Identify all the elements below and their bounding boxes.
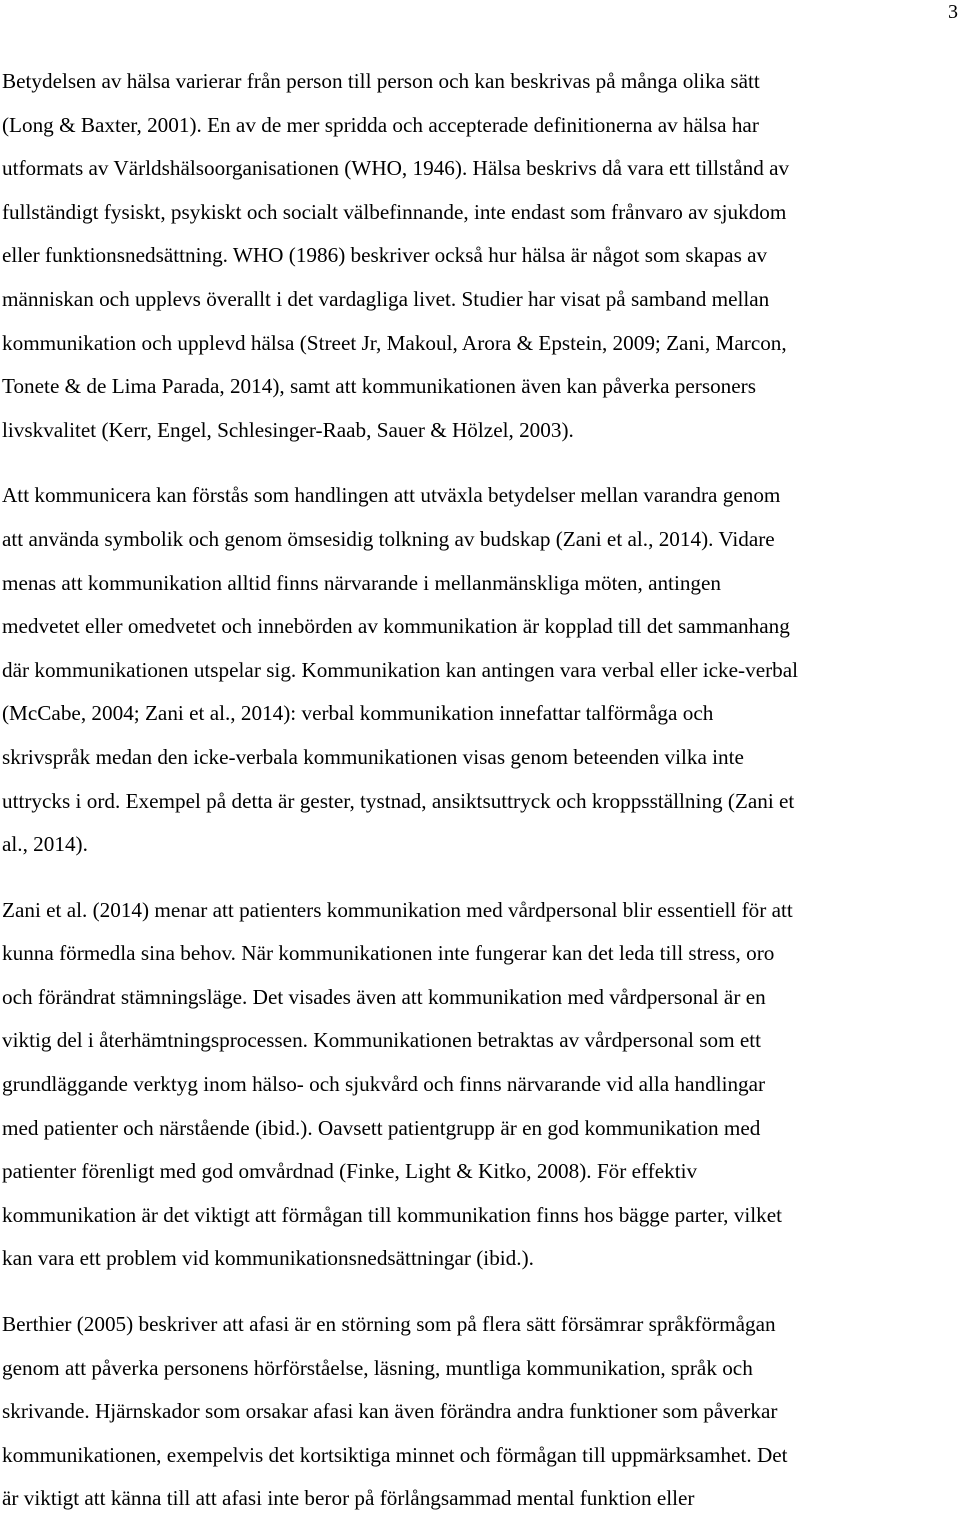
text-line: patienter förenligt med god omvårdnad (Finke, Light & Kitko, 2008). För effektiv <box>2 1159 698 1184</box>
text-line: att använda symbolik och genom ömsesidig tolkning av budskap (Zani et al., 2014). Vidare <box>2 526 775 551</box>
text-line: och förändrat stämningsläge. Det visades även att kommunikation med vårdpersonal är en <box>2 984 766 1009</box>
text-line: grundläggande verktyg inom hälso- och sjukvård och finns närvarande vid alla handlingar <box>2 1072 766 1097</box>
paragraph <box>2 889 956 1281</box>
text-line: är viktigt att känna till att afasi inte beror på förlångsammad mental funktion eller <box>2 1486 695 1511</box>
text-line: menas att kommunikation alltid finns närvarande i mellanmänskliga möten, antingen <box>2 570 722 595</box>
text-line: Att kommunicera kan förstås som handlingen att utväxla betydelser mellan varandra genom <box>2 483 781 508</box>
text-line: kan vara ett problem vid kommunikationsnedsättningar (ibid.). <box>2 1246 534 1271</box>
text-line: fullständigt fysiskt, psykiskt och socialt välbefinnande, inte endast som frånvaro av sjukdom <box>2 199 787 224</box>
text-line: med patienter och närstående (ibid.). Oavsett patientgrupp är en god kommunikation med <box>2 1115 761 1140</box>
text-line: livskvalitet (Kerr, Engel, Schlesinger-Raab, Sauer & Hölzel, 2003). <box>2 417 574 442</box>
text-line: al., 2014). <box>2 832 88 857</box>
paragraph <box>2 60 956 452</box>
text-line: människan och upplevs överallt i det vardagliga livet. Studier har visat på samband mellan <box>2 286 770 311</box>
document-body <box>2 60 956 1521</box>
text-line: skrivande. Hjärnskador som orsakar afasi kan även förändra andra funktioner som påverkar <box>2 1399 778 1424</box>
text-line: (McCabe, 2004; Zani et al., 2014): verbal kommunikation innefattar talförmåga och <box>2 701 714 726</box>
text-line: kunna förmedla sina behov. När kommunikationen inte fungerar kan det leda till stress, oro <box>2 941 775 966</box>
text-line: kommunikation är det viktigt att förmågan till kommunikation finns hos bägge parter, vilket <box>2 1202 782 1227</box>
text-line: genom att påverka personens hörförståelse, läsning, muntliga kommunikation, språk och <box>2 1355 753 1380</box>
text-line: eller funktionsnedsättning. WHO (1986) beskriver också hur hälsa är något som skapas av <box>2 243 768 268</box>
text-line: viktig del i återhämtningsprocessen. Kommunikationen betraktas av vårdpersonal som ett <box>2 1028 762 1053</box>
text-line: kommunikation och upplevd hälsa (Street Jr, Makoul, Arora & Epstein, 2009; Zani, Marcon, <box>2 330 787 355</box>
text-line: utformats av Världshälsoorganisationen (WHO, 1946). Hälsa beskrivs då vara ett tillstånd av <box>2 156 790 181</box>
text-line: Zani et al. (2014) menar att patienters kommunikation med vårdpersonal blir essentiell för att <box>2 897 793 922</box>
text-line: där kommunikationen utspelar sig. Kommunikation kan antingen vara verbal eller icke-verbal <box>2 657 799 682</box>
text-line: Tonete & de Lima Parada, 2014), samt att kommunikationen även kan påverka personers <box>2 374 756 399</box>
paragraph <box>2 474 956 866</box>
text-line: Berthier (2005) beskriver att afasi är en störning som på flera sätt försämrar språkförmågan <box>2 1312 776 1337</box>
text-line: uttrycks i ord. Exempel på detta är gester, tystnad, ansiktsuttryck och kroppsställning (Zani et <box>2 788 795 813</box>
page-number: 3 <box>948 1 958 23</box>
text-line: Betydelsen av hälsa varierar från person till person och kan beskrivas på många olika sätt <box>2 69 760 93</box>
text-line: (Long & Baxter, 2001). En av de mer spridda och accepterade definitionerna av hälsa har <box>2 112 759 137</box>
text-line: medvetet eller omedvetet och innebörden av kommunikation är kopplad till det sammanhang <box>2 614 790 639</box>
paragraph <box>2 1303 956 1521</box>
text-line: skrivspråk medan den icke-verbala kommunikationen visas genom beteenden vilka inte <box>2 744 744 769</box>
text-line: kommunikationen, exempelvis det kortsiktiga minnet och förmågan till uppmärksamhet. Det <box>2 1442 788 1467</box>
